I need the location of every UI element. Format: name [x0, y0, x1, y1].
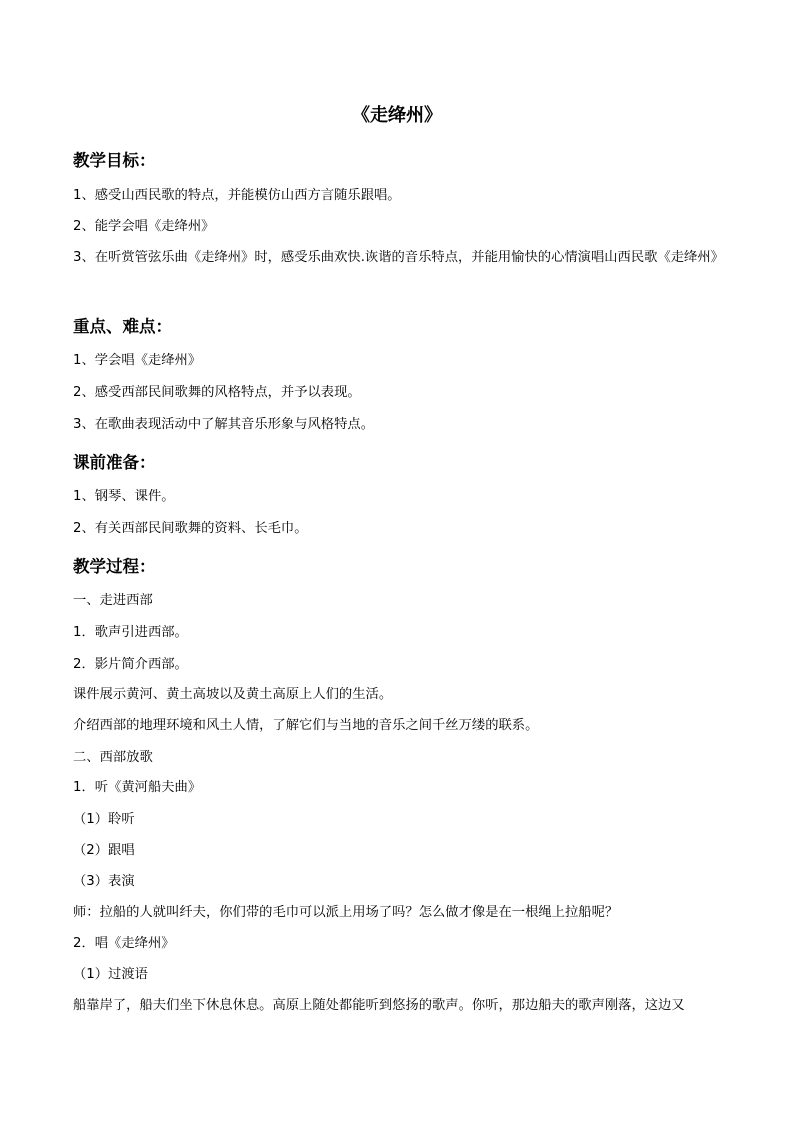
section-heading-objectives: 教学目标：	[73, 151, 156, 170]
key-point-item: 2、感受西部民间歌舞的风格特点，并予以表现。	[73, 385, 361, 400]
process-line: 课件展示黄河、黄土高坡以及黄土高原上人们的生活。	[73, 687, 393, 702]
objective-item: 1、感受山西民歌的特点，并能模仿山西方言随乐跟唱。	[73, 188, 401, 203]
process-line: 船靠岸了，船夫们坐下休息休息。高原上随处都能听到悠扬的歌声。你听，那边船夫的歌声刚落，这边又	[73, 998, 685, 1013]
preparation-item: 1、钢琴、课件。	[73, 489, 175, 504]
key-point-item: 3、在歌曲表现活动中了解其音乐形象与风格特点。	[73, 417, 374, 432]
objective-item: 3、在听赏管弦乐曲《走绛州》时，感受乐曲欢快.诙谐的音乐特点，并能用愉快的心情演唱山西民歌《走绛州》	[73, 250, 724, 265]
process-line: 师：拉船的人就叫纤夫，你们带的毛巾可以派上用场了吗？怎么做才像是在一根绳上拉船呢？	[73, 905, 619, 920]
process-line: 一、走进西部	[73, 593, 153, 608]
document-title: 《走绛州》	[352, 105, 442, 126]
key-point-item: 1、学会唱《走绛州》	[73, 353, 202, 368]
process-line: （1）过渡语	[73, 967, 148, 982]
process-line: （2）跟唱	[73, 843, 135, 858]
objective-item: 2、能学会唱《走绛州》	[73, 219, 215, 234]
process-line: 介绍西部的地理环境和风土人情，了解它们与当地的音乐之间千丝万缕的联系。	[73, 718, 539, 733]
section-heading-key-points: 重点、难点：	[73, 317, 172, 336]
process-line: 2．影片简介西部。	[73, 657, 188, 672]
process-line: （3）表演	[73, 874, 135, 889]
process-line: 2．唱《走绛州》	[73, 936, 175, 951]
section-heading-preparation: 课前准备：	[73, 453, 156, 472]
preparation-item: 2、有关西部民间歌舞的资料、长毛巾。	[73, 521, 308, 536]
section-heading-process: 教学过程：	[73, 557, 156, 576]
process-line: （1）聆听	[73, 812, 135, 827]
process-line: 二、西部放歌	[73, 750, 153, 765]
process-line: 1．歌声引进西部。	[73, 625, 188, 640]
process-line: 1．听《黄河船夫曲》	[73, 780, 202, 795]
